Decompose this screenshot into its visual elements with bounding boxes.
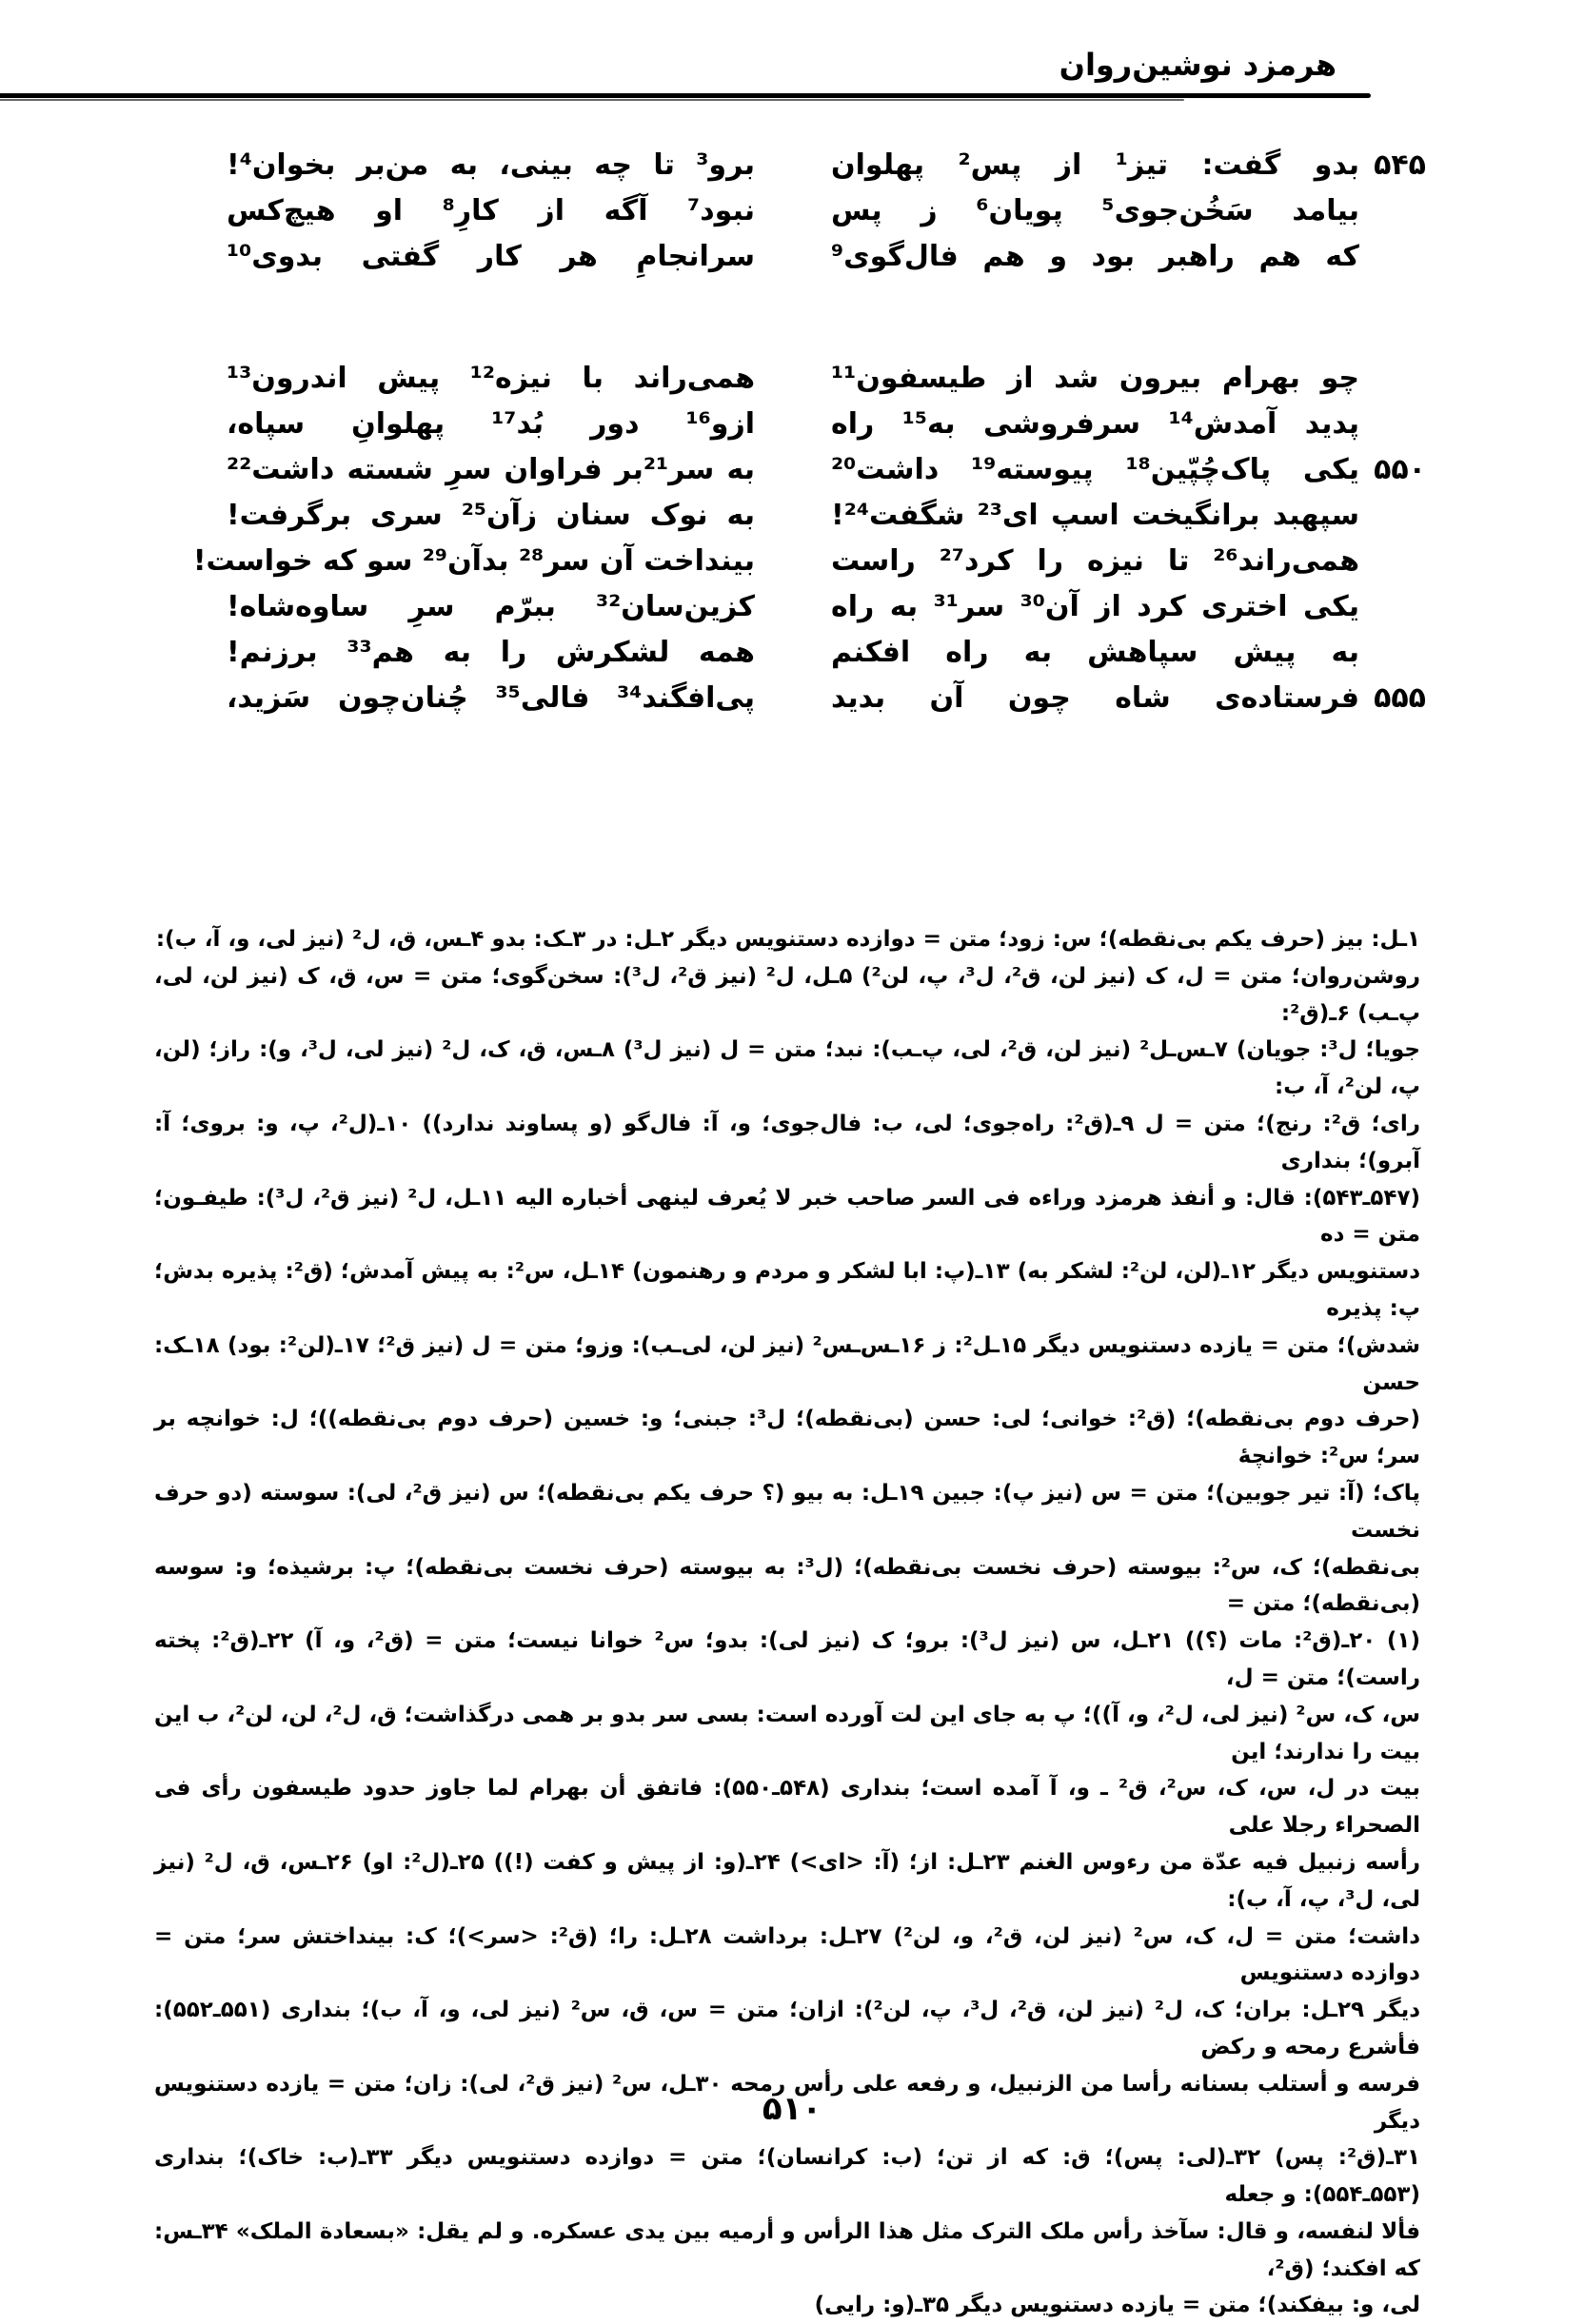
verse-line: به پیش سپاهش به راه افکنم <box>831 636 1359 669</box>
footnote-line: بی‌نقطه)؛ ک، س²: بیوسته (حرف نخست بی‌نقطه)؛ (ل³: به بیوسته (حرف نخست بی‌نقطه)؛ پ: برشیذه؛ و: سوسه (بی‌نقطه)؛ متن = <box>154 1554 1420 1617</box>
verse-line: به نوک سنان زآن²⁵ سری برگرفت! <box>227 499 756 532</box>
verse-line: ۵۴۵ بدو گفت: تیز¹ از پس² پهلوان <box>831 143 1359 188</box>
verse-line: بینداخت آن سر²⁸ بدآن²⁹ سو که خواست! <box>192 544 755 578</box>
verse-line: همه لشکرش را به هم³³ برزنم! <box>227 636 755 669</box>
verse-line: ۵۵۰ یکی پاک‌چُپّین¹⁸ پیوسته¹⁹ داشت²⁰ <box>831 447 1359 493</box>
footnote-line: ۳۱ـ(ق²: پس) ۳۲ـ(لی: پس)؛ ق: که از تن؛ (ب: کرانسان)؛ متن = دوازده دستنویس دیگر ۳۳ـ(ب: خاک)؛ بنداری (۵۵۳ـ۵۵۴): و جعله <box>154 2145 1421 2208</box>
footnote-line: فألا لنفسه، و قال: سآخذ رأس ملک الترک مثل هذا الرأس و أرمیه بین یدی عسکره. و لم یقل: «بسعادة الملک» ۳۴ـس: که افکند؛ (ق²، <box>154 2218 1420 2281</box>
verse-block <box>192 143 1426 828</box>
page-number: ۵۱۰ <box>762 2090 822 2128</box>
footnote-line: روشن‌روان؛ متن = ل، ک (نیز لن، ق²، ل³، پ، لن²) ۵ـل، ل² (نیز ق²، ل³): سخن‌گوی؛ متن = س، ق، ک (نیز لن، لی، پ‌ـب) ۶ـ(ق²: <box>154 963 1420 1026</box>
header-rule-shadow <box>0 99 1184 101</box>
footnote-line: داشت؛ متن = ل، ک، س² (نیز لن، ق²، و، لن²) ۲۷ـل: برداشت ۲۸ـل: را؛ (ق²: <سر>)؛ ک: بینداختش سر؛ متن = دوازده دستنویس <box>154 1923 1420 1986</box>
running-head: هرمزد نوشین‌روان <box>1059 47 1336 83</box>
verse-line: که هم راهبر بود و هم فال‌گوی⁹ <box>831 240 1359 273</box>
footnote-line: جویا؛ ل³: جویان) ۷ـس‌ـل² (نیز لن، ق²، لی، پ‌ـب): نبد؛ متن = ل (نیز ل³) ۸ـس، ق، ک، ل² (نیز لی، ل³، و): راز؛ (لن، پ، لن²، آ، ب: <box>154 1037 1420 1100</box>
verse-line: بیامد سَخُن‌جوی⁵ پویان⁶ ز پس <box>831 194 1359 227</box>
verse-line: همی‌راند با نیزه¹² پیش اندرون¹³ <box>227 362 755 395</box>
footnote-line: رأسه زنبیل فیه عدّة من رءوس الغنم ۲۳ـل: از؛ (آ: <ای>) ۲۴ـ(و: از پیش و کفت (!)) ۲۵ـ(ل²: او) ۲۶ـس، ق، ل² (نیز لی، ل³، پ، آ، ب): <box>154 1849 1421 1912</box>
verse-line: یکی اختری کرد از آن³⁰ سر³¹ به راه <box>831 590 1359 623</box>
verse-line: پی‌افگند³⁴ فالی³⁵ چُنان‌چون سَزید، <box>227 681 755 715</box>
verse-line: ۵۵۵ فرستاده‌ی شاه چون آن بدید <box>831 676 1359 721</box>
verse-number: ۵۵۰ <box>1374 453 1426 486</box>
footnote-line: دیگر ۲۹ـل: بران؛ ک، ل² (نیز لن، ق²، ل³، پ، لن²): ازان؛ متن = س، ق، س² (نیز لی، و، آ، ب)؛ بنداری (۵۵۱ـ۵۵۲): فأشرع رمحه و رکض <box>154 1998 1421 2059</box>
footnote-line: رای؛ ق²: رنج)؛ متن = ل ۹ـ(ق²: راه‌جوی؛ لی، ب: فال‌جوی؛ و، آ: فال‌گو (و پساوند ندارد)) ۱۰ـ(ل²، پ، و: بروی؛ آ: آبرو)؛ بنداری <box>154 1111 1420 1173</box>
header-rule <box>0 93 1371 98</box>
footnote-line: (حرف دوم بی‌نقطه)؛ (ق²: خوانی؛ لی: حسن (بی‌نقطه)؛ ل³: جبنی؛ و: خسین (حرف دوم بی‌نقطه))؛ ل: خوانچه بر سر؛ س²: خوانچهٔ <box>154 1407 1420 1469</box>
footnote-line: فرسه و أستلب بسنانه رأسا من الزنبیل، و رفعه علی رأس رمحه ۳۰ـل، س² (نیز ق²، لی): زان؛ متن = یازده دستنویس دیگر <box>154 2071 1421 2134</box>
verse-line: کزین‌سان³² ببرّم سرِ ساوه‌شاه! <box>227 590 755 623</box>
footnote-line: بیت در ل، س، ک، س²، ق² ـ و، آ آمده است؛ بنداری (۵۴۸ـ۵۵۰): فاتفق أن بهرام لما جاوز حدود طیسفون رأی فی الصحراء رجلا علی <box>154 1776 1420 1839</box>
footnote-line: (۱) ۲۰ـ(ق²: مات (؟)) ۲۱ـل، س (نیز ل³): برو؛ ک (نیز لی): بدو؛ س² خوانا نیست؛ متن = (ق²، و، آ) ۲۲ـ(ق²: پخته راست)؛ متن = ل، <box>154 1628 1420 1690</box>
verse-line: سپهبد برانگیخت اسپ ای²³ شگفت²⁴! <box>831 499 1360 532</box>
verse-line: پدید آمدش¹⁴ سرفروشی به¹⁵ راه <box>831 407 1359 441</box>
verse-line: همی‌راند²⁶ تا نیزه را کرد²⁷ راست <box>831 544 1359 578</box>
verse-column-right <box>831 143 1426 721</box>
verse-line: سرانجامِ هر کار گفتی بدوی¹⁰ <box>227 240 755 273</box>
footnote-line: س، ک، س² (نیز لی، ل²، و، آ))؛ پ به جای این لت آورده است: بسی سر بدو بر همی درگذاشت؛ ق، ل²، لن، لن²، ب این بیت را ندارند؛ این <box>154 1702 1420 1764</box>
verse-column-left <box>192 143 756 721</box>
verse-line: برو³ تا چه بینی، به من‌بر بخوان⁴! <box>227 148 755 182</box>
verse-number: ۵۴۵ <box>1374 148 1426 182</box>
footnote-line: (۵۴۷ـ۵۴۳): قال: و أنفذ هرمزد وراءه فی السر صاحب خبر لا یُعرف لینهی أخباره الیه ۱۱ـل، ل² (نیز ق²، ل³): طیفـون؛ متن = ده <box>154 1185 1421 1248</box>
verse-line: چو بهرام بیرون شد از طیسفون¹¹ <box>831 362 1359 395</box>
footnote-line: پاک؛ (آ: تیر جوبین)؛ متن = س (نیز پ): جبین ۱۹ـل: به بیو (؟ حرف یکم بی‌نقطه)؛ س (نیز ق²، لی): سوسته (دو حرف نخست <box>154 1480 1420 1543</box>
verse-line: به سر²¹بر فراوان سرِ شسته داشت²² <box>227 453 755 486</box>
verse-number: ۵۵۵ <box>1374 681 1426 715</box>
footnote-line: شدش)؛ متن = یازده دستنویس دیگر ۱۵ـل²: ز ۱۶ـس‌ـس² (نیز لن، لی‌ـب): وزو؛ متن = ل (نیز ق²؛ ۱۷ـ(لن²: بود) ۱۸ـک: حسن <box>154 1332 1420 1395</box>
verse-line: ازو¹⁶ دور بُد¹⁷ پهلوانِ سپاه، <box>227 407 755 441</box>
verse-line: نبود⁷ آگه از کارِ⁸ او هیچ‌کس <box>227 194 755 227</box>
footnote-line: دستنویس دیگر ۱۲ـ(لن، لن²: لشکر به) ۱۳ـ(پ: ابا لشکر و مردم و رهنمون) ۱۴ـل، س²: به پیش آمدش؛ (ق²: پذیره بدش؛ پ: پذیره <box>154 1259 1421 1321</box>
footnote-line: ۱ـل: بیز (حرف یکم بی‌نقطه)؛ س: زود؛ متن = دوازده دستنویس دیگر ۲ـل: در ۳ـک: بدو ۴ـس، ق، ل² (نیز لی، و، آ، ب): <box>155 927 1420 952</box>
footnote-line: لی، و: بیفکند)؛ متن = یازده دستنویس دیگر ۳۵ـ(و: رایی) <box>814 2293 1420 2318</box>
